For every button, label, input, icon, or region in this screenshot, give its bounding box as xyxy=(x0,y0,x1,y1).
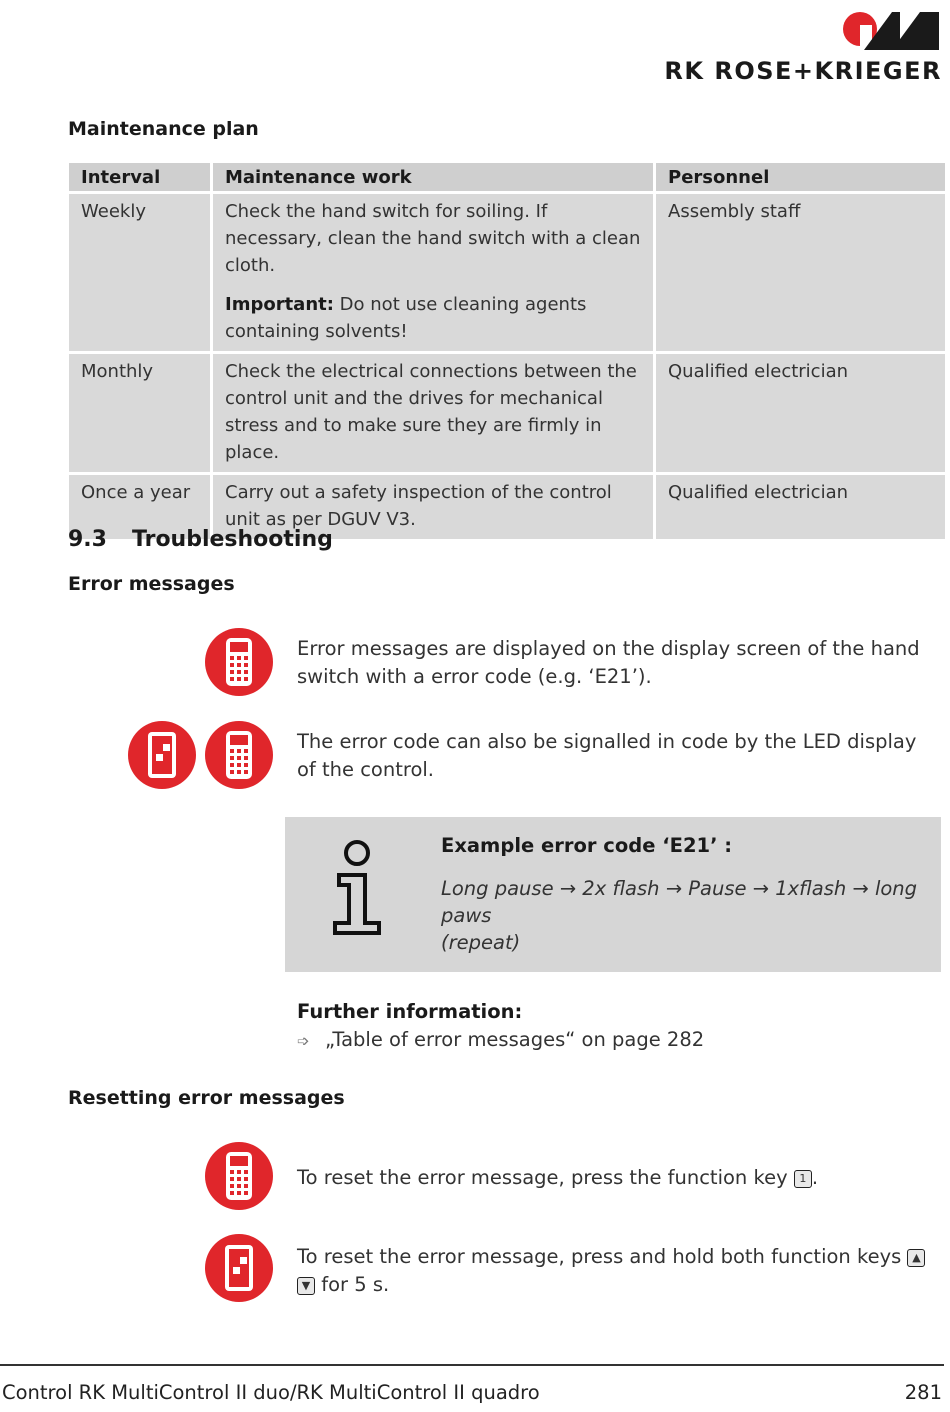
arrow-down-key-icon: ▼ xyxy=(297,1277,315,1295)
cell-personnel: Assembly staff xyxy=(656,194,945,351)
hand-switch-icon xyxy=(205,628,273,696)
info-icon xyxy=(331,839,387,939)
control-unit-icon xyxy=(205,1234,273,1302)
column-header-work: Maintenance work xyxy=(213,163,653,191)
cell-personnel: Qualified electrician xyxy=(656,475,945,539)
cell-interval: Once a year xyxy=(69,475,210,539)
column-header-personnel: Personnel xyxy=(656,163,945,191)
info-box xyxy=(285,817,941,972)
resetting-para-1-end: . xyxy=(811,1166,819,1189)
brand-name: RK ROSE+KRIEGER xyxy=(664,57,942,85)
resetting-para-2-text: To reset the error message, press and hold both function keys xyxy=(297,1245,908,1268)
resetting-para-2 xyxy=(297,1243,927,1299)
cell-personnel: Qualified electrician xyxy=(656,354,945,472)
hand-switch-icon xyxy=(205,1142,273,1210)
error-messages-para-1: Error messages are displayed on the display screen of the hand switch with a error code (e.g. ‘E21’). xyxy=(297,637,920,688)
error-messages-title: Error messages xyxy=(68,573,235,595)
important-text: Do not use cleaning agents containing solvents! xyxy=(225,294,587,342)
work-text: Check the hand switch for soiling. If necessary, clean the hand switch with a clean cloth. xyxy=(225,201,641,276)
cell-work: Carry out a safety inspection of the control unit as per DGUV V3. xyxy=(213,475,653,539)
section-title xyxy=(68,527,333,552)
maintenance-title: Maintenance plan xyxy=(68,118,259,140)
important-label: Important: xyxy=(225,294,334,315)
section-number: 9.3 xyxy=(68,527,107,552)
footer-divider xyxy=(0,1364,944,1366)
arrow-right-icon: ➩ xyxy=(297,1032,310,1050)
cell-interval: Weekly xyxy=(69,194,210,351)
arrow-up-key-icon: ▲ xyxy=(907,1249,925,1267)
table-row xyxy=(69,194,945,351)
further-info-link-text[interactable]: „Table of error messages“ on page 282 xyxy=(325,1028,705,1051)
cell-work xyxy=(213,194,653,351)
resetting-para-1-text: To reset the error message, press the function key xyxy=(297,1166,794,1189)
table-row xyxy=(69,354,945,472)
resetting-title: Resetting error messages xyxy=(68,1087,345,1109)
resetting-para-1 xyxy=(297,1164,927,1192)
info-line-1: Long pause → 2x flash → Pause → 1xflash → long paws xyxy=(441,877,918,927)
control-unit-icon xyxy=(128,721,196,789)
further-info-link[interactable] xyxy=(297,1028,704,1051)
cell-work: Check the electrical connections between the control unit and the drives for mechanical stress and to make sure they are firmly in place. xyxy=(213,354,653,472)
info-title: Example error code ‘E21’ : xyxy=(441,834,733,857)
function-key-1-icon: 1 xyxy=(794,1170,812,1188)
further-info-label: Further information: xyxy=(297,1000,523,1023)
footer-title: Control RK MultiControl II duo/RK MultiControl II quadro xyxy=(2,1381,540,1404)
important-note xyxy=(225,291,643,345)
cell-interval: Monthly xyxy=(69,354,210,472)
page-number: 281 xyxy=(904,1381,942,1404)
resetting-para-2-end: for 5 s. xyxy=(315,1273,390,1296)
error-messages-para-2: The error code can also be signalled in code by the LED display of the control. xyxy=(297,730,917,781)
info-line-2: (repeat) xyxy=(441,931,521,954)
section-title-text: Troubleshooting xyxy=(132,527,333,552)
hand-switch-icon xyxy=(205,721,273,789)
info-body xyxy=(441,875,921,956)
maintenance-table xyxy=(66,160,948,542)
column-header-interval: Interval xyxy=(69,163,210,191)
